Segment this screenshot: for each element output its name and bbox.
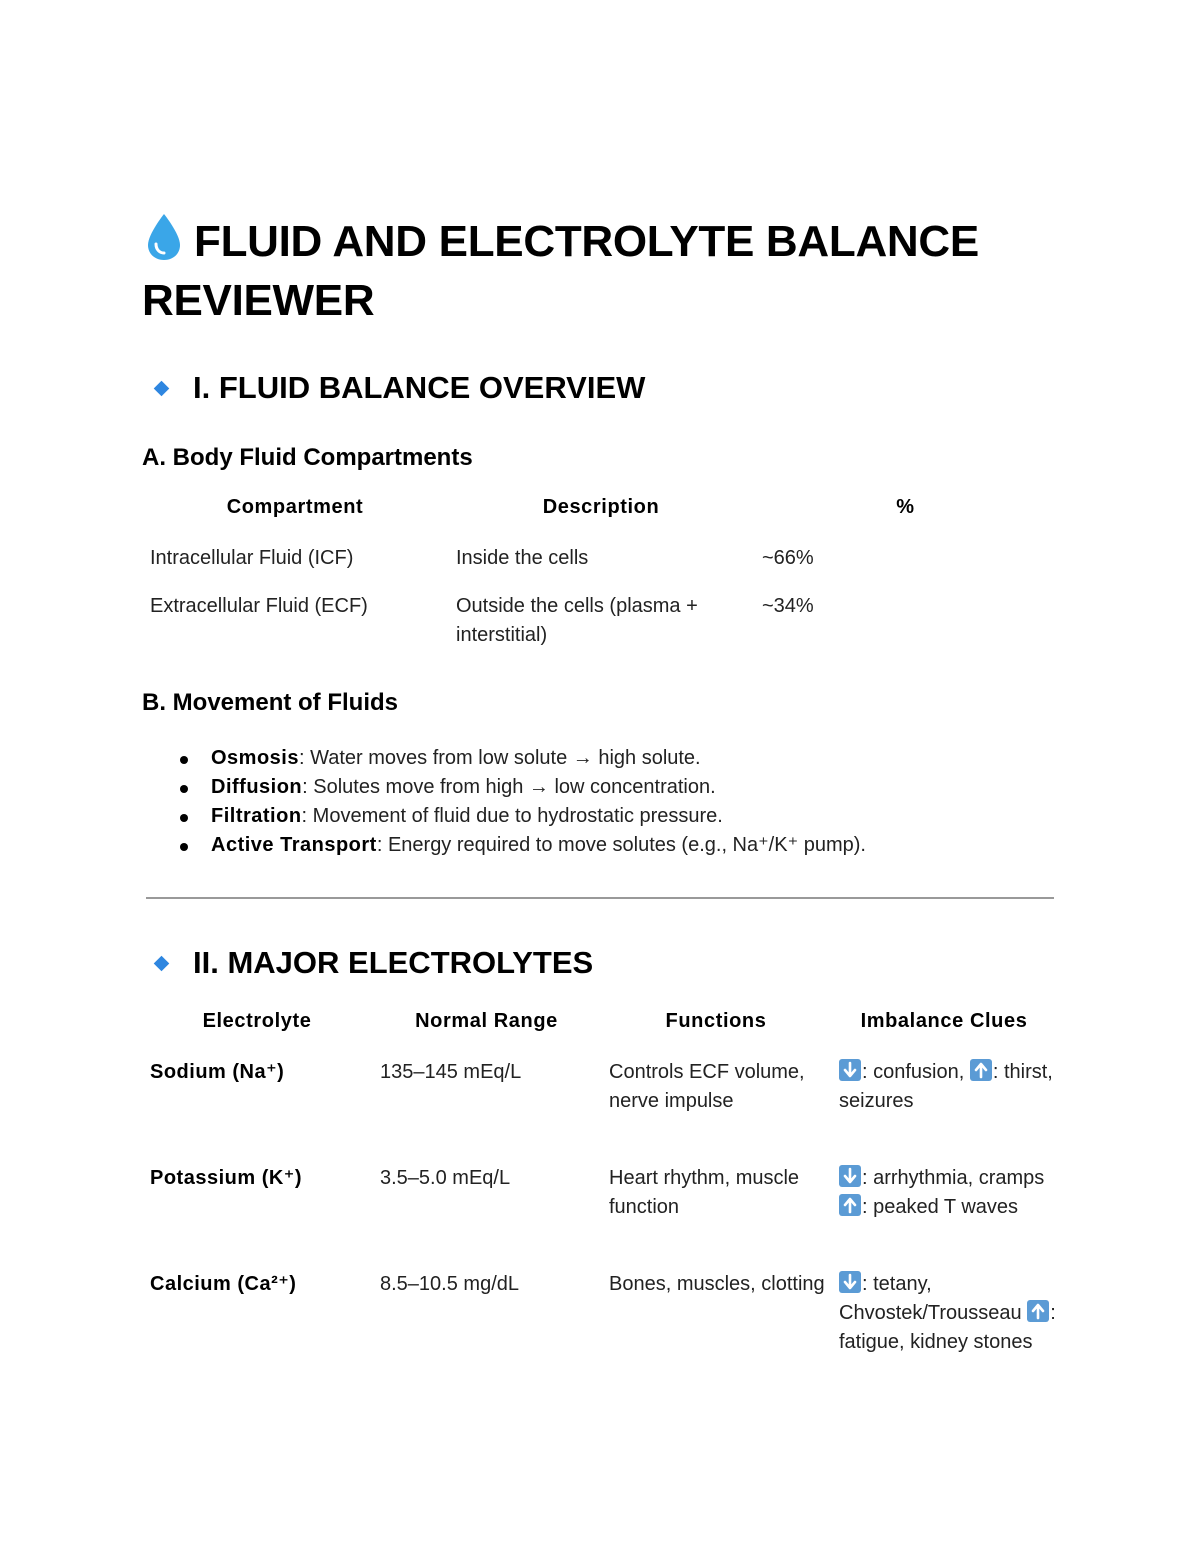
bullet-dot-icon [180,785,188,793]
bullet-dot-icon [180,843,188,851]
section-heading-fluid-balance: I. FLUID BALANCE OVERVIEW [142,370,645,406]
up-arrow-icon [1027,1300,1049,1322]
table-cell: Outside the cells (plasma + interstitial) [456,595,698,646]
table-cell: Extracellular Fluid (ECF) [150,595,368,617]
document-page [142,212,1057,1353]
list-item: Filtration: Movement of fluid due to hydrostatic pressure. [142,802,866,831]
horizontal-divider [146,897,1054,899]
table-header: Description [542,496,660,518]
section-heading-major-electrolytes: II. MAJOR ELECTROLYTES [142,945,593,981]
table-cell: 3.5–5.0 mEq/L [380,1167,511,1189]
down-arrow-icon [839,1165,861,1187]
water-drop-icon [142,212,186,262]
table-cell: Sodium (Na⁺) [150,1061,285,1083]
subheading-movement-of-fluids: B. Movement of Fluids [142,689,399,716]
table-cell: : confusion, : thirst, seizures [839,1061,1053,1112]
table-cell: ~66% [762,547,814,569]
compartments-table [142,496,1057,650]
table-cell: ~34% [762,595,814,617]
bullet-dot-icon [180,814,188,822]
down-arrow-icon [839,1271,861,1293]
table-header: Electrolyte [202,1010,312,1032]
table-cell: Bones, muscles, clotting [609,1273,825,1295]
table-cell: 135–145 mEq/L [380,1061,522,1083]
table-header: Normal Range [415,1010,558,1032]
table-header: Compartment [226,496,364,518]
movement-bullet-list [142,744,866,860]
table-cell: Controls ECF volume, nerve impulse [609,1061,805,1112]
table-cell: Calcium (Ca²⁺) [150,1273,297,1295]
table-header: % [896,496,915,518]
table-row [142,1164,1057,1270]
table-row [142,544,1057,592]
down-arrow-icon [839,1059,861,1081]
list-item: Active Transport: Energy required to move solutes (e.g., Na⁺/K⁺ pump). [142,831,866,860]
table-row [142,1270,1057,1357]
bullet-dot-icon [180,756,188,764]
table-cell: : tetany, Chvostek/Trousseau : fatigue, kidney stones [839,1273,1056,1353]
table-header-row [142,1010,1057,1058]
document-title [142,212,1057,330]
table-row [142,592,1057,650]
table-cell: Intracellular Fluid (ICF) [150,547,354,569]
table-cell: Heart rhythm, muscle function [609,1167,800,1218]
table-cell: 8.5–10.5 mg/dL [380,1273,519,1295]
table-header: Imbalance Clues [860,1010,1028,1032]
list-item: Diffusion: Solutes move from high → low concentration. [142,773,866,802]
table-cell: : arrhythmia, cramps : peaked T waves [831,1164,1057,1270]
diamond-bullet-icon [154,955,170,971]
table-row [142,1058,1057,1164]
diamond-bullet-icon [154,380,170,396]
electrolytes-table [142,1010,1057,1357]
table-header: Functions [665,1010,767,1032]
table-header-row [142,496,1057,544]
table-cell: Potassium (K⁺) [150,1167,303,1189]
list-item: Osmosis: Water moves from low solute → high solute. [142,744,866,773]
document-title-text: FLUID AND ELECTROLYTE BALANCE REVIEWER [142,217,979,325]
up-arrow-icon [970,1059,992,1081]
subheading-body-fluid-compartments: A. Body Fluid Compartments [142,444,473,471]
up-arrow-icon [839,1194,861,1216]
table-cell: Inside the cells [456,547,589,569]
